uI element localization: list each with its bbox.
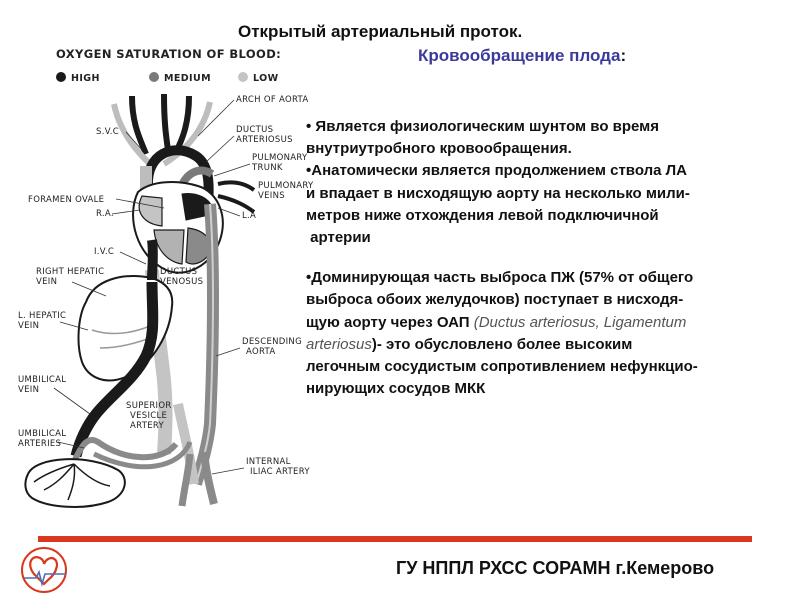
legend-low-swatch [238, 72, 248, 82]
leader-pulmonary-trunk [214, 164, 250, 176]
leader-umbilical-vein [54, 388, 90, 414]
subtitle-colon: : [620, 46, 627, 65]
paragraph-gap [306, 249, 786, 267]
label-umbilical-arteries-1: UMBILICAL [18, 429, 67, 439]
label-l-hepatic-vein-1: L. HEPATIC [18, 311, 67, 321]
label-pulmonary-trunk-2: TRUNK [252, 163, 283, 173]
external-iliac-vessel [182, 454, 190, 506]
label-ductus-venosus-1: DUCTUS [160, 267, 198, 277]
bullet-2-line-2: и впадает в нисходящую аорту на несколько мили- [306, 184, 690, 202]
leader-ductus-arteriosus [206, 136, 234, 162]
bullet-3-line-6: нирующих сосудов МКК [306, 380, 486, 398]
label-pulmonary-trunk-1: PULMONARY [252, 153, 308, 163]
label-umbilical-vein-1: UMBILICAL [18, 375, 67, 385]
bullet-3-line-2: выброса обоих желудочков) поступает в нисходя- [306, 291, 684, 309]
leader-descending-aorta [216, 348, 240, 356]
footer-institution: ГУ НППЛ РХСС СОРАМН г.Кемерово [396, 558, 715, 578]
footer-divider [38, 536, 752, 542]
label-pulmonary-veins-2: VEINS [258, 191, 285, 201]
label-internal-iliac-1: INTERNAL [246, 457, 291, 467]
bullet-3-line-1: •Доминирующая часть выброса ПЖ (57% от общего [306, 269, 694, 287]
label-ductus-arteriosus-2: ARTERIOSUS [236, 135, 293, 145]
label-ivc: I.V.C [94, 247, 115, 257]
label-arch-of-aorta: ARCH OF AORTA [236, 95, 309, 105]
institution-logo [14, 544, 84, 596]
label-pulmonary-veins-1: PULMONARY [258, 181, 314, 191]
label-right-hepatic-vein-1: RIGHT HEPATIC [36, 267, 105, 277]
left-carotid-vessel [164, 94, 168, 150]
subtitle-text: Кровообращение плода [418, 46, 621, 65]
label-descending-aorta-2: AORTA [246, 347, 276, 357]
bullet-2-line-4: артерии [306, 229, 371, 247]
bullet-3-line-4 [306, 334, 786, 356]
label-ra: R.A. [96, 209, 114, 219]
label-svc: S.V.C [96, 127, 119, 137]
leader-internal-iliac [212, 468, 244, 474]
legend-high-label: HIGH [71, 73, 100, 84]
legend-medium-swatch [149, 72, 159, 82]
label-foramen-ovale: FORAMEN OVALE [28, 195, 105, 205]
legend-title: OXYGEN SATURATION OF BLOOD: [56, 47, 282, 61]
slide-title: Открытый артериальный проток. [238, 22, 523, 41]
fetal-circulation-diagram [14, 44, 334, 514]
label-umbilical-arteries-2: ARTERIES [18, 439, 62, 449]
bullet-2-line-3: метров ниже отхождения левой подключичной [306, 206, 659, 224]
pulmonary-vein-vessel [218, 182, 254, 190]
leader-ivc [120, 252, 146, 264]
bullet-3-line-4-text: )- это обусловлено более высоким [371, 335, 633, 353]
slide-body-text [306, 116, 786, 400]
bullet-1-line-2: внутриутробного кровообращения. [306, 140, 572, 158]
bullet-3-latin-term-2: arteriosus [306, 335, 372, 353]
label-superior-vesicle-artery-1: SUPERIOR [126, 401, 172, 411]
legend-medium-label: MEDIUM [164, 73, 211, 84]
bullet-3-line-3 [306, 312, 786, 334]
label-descending-aorta-1: DESCENDING [242, 337, 302, 347]
slide-subtitle [418, 46, 626, 66]
label-l-hepatic-vein-2: VEIN [18, 321, 40, 331]
legend-high-swatch [56, 72, 66, 82]
label-right-hepatic-vein-2: VEIN [36, 277, 58, 287]
label-internal-iliac-2: ILIAC ARTERY [250, 467, 310, 477]
label-superior-vesicle-artery-3: ARTERY [130, 421, 165, 431]
bullet-3-latin-term: (Ductus arteriosus, Ligamentum [473, 313, 687, 331]
bullet-2-line-1: •Анатомически является продолжением ствола ЛА [306, 162, 688, 180]
bullet-3-line-3-text: щую аорту через ОАП [306, 313, 474, 331]
label-umbilical-vein-2: VEIN [18, 385, 40, 395]
placenta-outline [25, 459, 124, 507]
ductus-venosus-top [152, 240, 153, 280]
label-ductus-venosus-2: VENOSUS [160, 277, 204, 287]
label-ductus-arteriosus-1: DUCTUS [236, 125, 274, 135]
label-superior-vesicle-artery-2: VESICLE [130, 411, 168, 421]
legend-low-label: LOW [253, 73, 279, 84]
label-la: L.A [242, 211, 257, 221]
bullet-1-line-1: • Является физиологическим шунтом во время [306, 118, 660, 135]
bullet-3-line-5: легочным сосудистым сопротивлением нефункцио- [306, 358, 698, 376]
